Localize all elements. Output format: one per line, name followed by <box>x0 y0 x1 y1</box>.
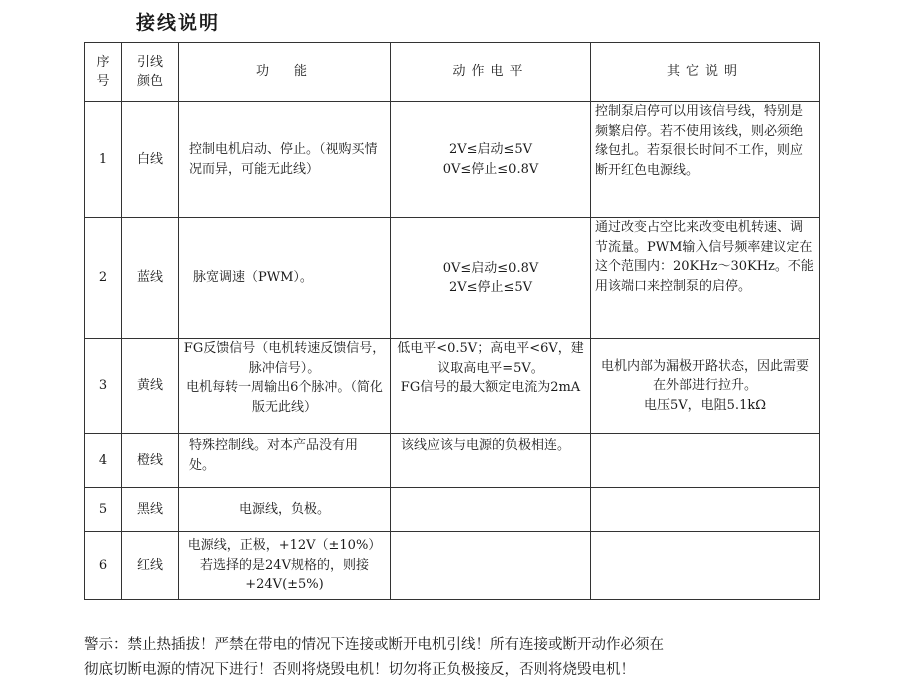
header-function: 功 能 <box>179 43 391 102</box>
row-number: 6 <box>85 532 122 600</box>
function-cell: 脉宽调速（PWM）。 <box>179 218 391 339</box>
row-number: 4 <box>85 434 122 488</box>
table-row <box>85 434 820 488</box>
level-cell <box>391 488 591 532</box>
row-number: 1 <box>85 102 122 218</box>
level-cell: 低电平<0.5V；高电平<6V，建议取高电平=5V。 FG信号的最大额定电流为2mA <box>391 339 591 434</box>
page-title: 接线说明 <box>136 12 221 34</box>
wire-color: 白线 <box>122 102 179 218</box>
function-cell: 特殊控制线。对本产品没有用处。 <box>179 434 391 488</box>
notes-cell: 控制泵启停可以用该信号线，特别是频繁启停。若不使用该线，则必须绝缘包扎。若泵很长时间不工作，则应断开红色电源线。 <box>591 102 820 218</box>
row-number: 3 <box>85 339 122 434</box>
level-cell: 0V≤启动≤0.8V 2V≤停止≤5V <box>391 218 591 339</box>
wire-color: 黑线 <box>122 488 179 532</box>
row-number: 2 <box>85 218 122 339</box>
wiring-table <box>84 42 820 600</box>
notes-cell: 电机内部为漏极开路状态，因此需要在外部进行拉升。 电压5V，电阻5.1kΩ <box>591 339 820 434</box>
table-row <box>85 102 820 218</box>
function-cell: FG反馈信号（电机转速反馈信号，脉冲信号）。 电机每转一周输出6个脉冲。（简化版无此线） <box>179 339 391 434</box>
table-row <box>85 218 820 339</box>
notes-cell <box>591 488 820 532</box>
wire-color: 红线 <box>122 532 179 600</box>
notes-cell: 通过改变占空比来改变电机转速、调节流量。PWM输入信号频率建议定在这个范围内：20KHz～30KHz。不能用该端口来控制泵的启停。 <box>591 218 820 339</box>
wire-color: 橙线 <box>122 434 179 488</box>
table-row <box>85 488 820 532</box>
warning-line: 彻底切断电源的情况下进行！否则将烧毁电机！切勿将正负极接反，否则将烧毁电机！ <box>84 662 635 678</box>
notes-cell <box>591 532 820 600</box>
header-seq: 序号 <box>85 43 122 102</box>
table-row <box>85 532 820 600</box>
table-header-row <box>85 43 820 102</box>
level-cell: 该线应该与电源的负极相连。 <box>391 434 591 488</box>
warning-text <box>84 633 844 683</box>
function-cell: 电源线，正极，+12V（±10%） 若选择的是24V规格的，则接+24V(±5%) <box>179 532 391 600</box>
wire-color: 蓝线 <box>122 218 179 339</box>
table-row <box>85 339 820 434</box>
function-cell: 电源线，负极。 <box>179 488 391 532</box>
level-cell <box>391 532 591 600</box>
wire-color: 黄线 <box>122 339 179 434</box>
function-cell: 控制电机启动、停止。（视购买情况而异，可能无此线） <box>179 102 391 218</box>
warning-line: 警示：禁止热插拔！严禁在带电的情况下连接或断开电机引线！所有连接或断开动作必须在 <box>84 637 664 653</box>
notes-cell <box>591 434 820 488</box>
row-number: 5 <box>85 488 122 532</box>
header-notes: 其它说明 <box>591 43 820 102</box>
header-level: 动作电平 <box>391 43 591 102</box>
level-cell: 2V≤启动≤5V 0V≤停止≤0.8V <box>391 102 591 218</box>
header-color: 引线颜色 <box>122 43 179 102</box>
